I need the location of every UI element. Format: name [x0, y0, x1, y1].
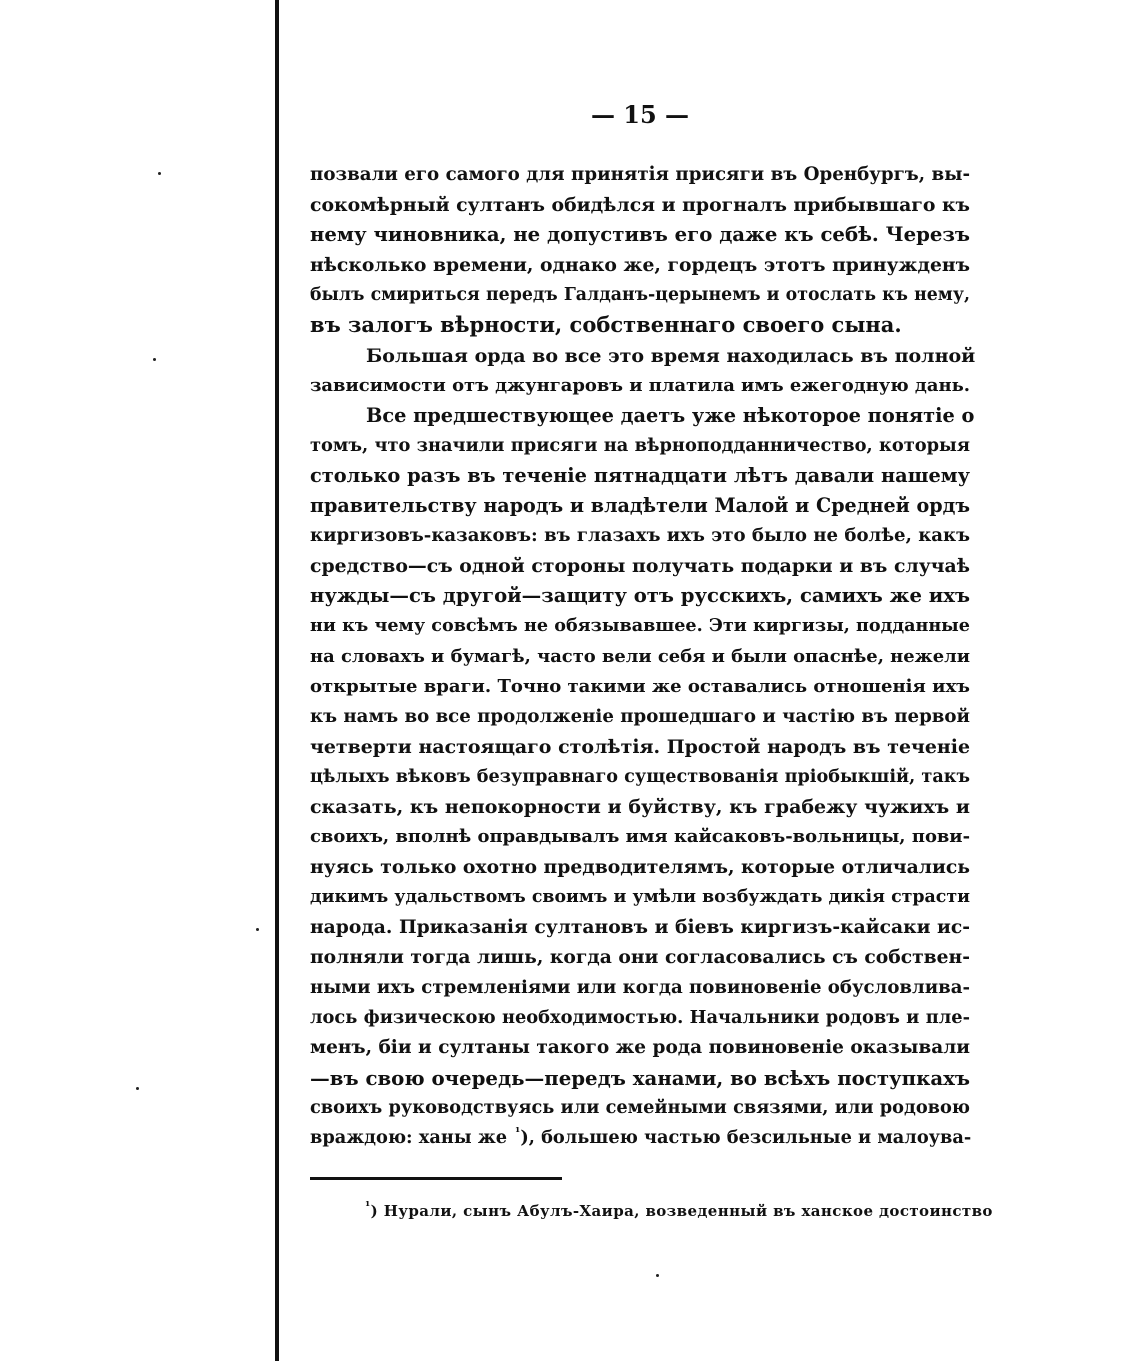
- text-line: столько разъ въ теченіе пятнадцати лѣтъ давали нашему: [310, 463, 970, 487]
- text-line: четверти настоящаго столѣтія. Простой народъ въ теченіе: [310, 735, 970, 758]
- text-line: позвали его самого для принятія присяги въ Оренбургъ, вы-: [310, 164, 970, 185]
- scan-speck: [656, 1274, 659, 1277]
- text-line: былъ смириться передъ Галданъ-церынемъ и отослать къ нему,: [310, 285, 970, 306]
- text-line: зависимости отъ джунгаровъ и платила имъ ежегодную дань.: [310, 374, 970, 396]
- footnote-text: ) Нурали, сынъ Абулъ-Хаира, возведенный въ ханское достоинство: [370, 1202, 993, 1220]
- text-line: нуясь только охотно предводителямъ, которые отличались: [310, 856, 970, 879]
- text-line: нѣсколько времени, однако же, гордецъ этотъ принужденъ: [310, 254, 970, 277]
- text-line: дикимъ удальствомъ своимъ и умѣли возбуждать дикія страсти: [310, 887, 970, 908]
- footnote-reference: ¹: [515, 1125, 521, 1140]
- text-line: къ намъ во все продолженіе прошедшаго и частію въ первой: [310, 705, 970, 727]
- text-line: цѣлыхъ вѣковъ безуправнаго существованія пріобыкшій, такъ: [310, 765, 970, 787]
- text-line: своихъ, вполнѣ оправдывалъ имя кайсаковъ-вольницы, пови-: [310, 826, 970, 848]
- text-line: средство—съ одной стороны получать подарки и въ случаѣ: [310, 555, 970, 578]
- scan-speck: [136, 1087, 139, 1090]
- text-line: ни къ чему совсѣмъ не обязывавшее. Эти киргизы, подданные: [310, 615, 970, 637]
- text-line: своихъ руководствуясь или семейными связями, или родовою: [310, 1096, 970, 1118]
- text-fragment: враждою: ханы же: [310, 1127, 508, 1148]
- scan-speck: [153, 358, 156, 361]
- text-line: нужды—съ другой—защиту отъ русскихъ, самихъ же ихъ: [310, 584, 970, 608]
- text-line: Все предшествующее даетъ уже нѣкоторое понятіе о: [366, 403, 975, 427]
- text-line: томъ, что значили присяги на вѣрноподданничество, которыя: [310, 434, 970, 456]
- scan-speck: [158, 172, 161, 175]
- footnote-marker: ¹: [365, 1199, 371, 1213]
- text-line: менъ, біи и султаны такого же рода повиновеніе оказывали: [310, 1036, 970, 1058]
- body-text: [310, 160, 976, 1153]
- text-line: на словахъ и бумагѣ, часто вели себя и были опаснѣе, нежели: [310, 645, 970, 667]
- text-line: открытые враги. Точно такими же оставались отношенія ихъ: [310, 675, 970, 697]
- text-line: киргизовъ-казаковъ: въ глазахъ ихъ это было не болѣе, какъ: [310, 525, 970, 547]
- text-line: —въ свою очередь—передъ ханами, во всѣхъ поступкахъ: [310, 1065, 971, 1090]
- text-fragment: ), большею частью безсильные и малоува-: [520, 1127, 972, 1148]
- footnote: [365, 1199, 993, 1220]
- text-line: народа. Приказанія султановъ и біевъ киргизъ-кайсаки ис-: [310, 916, 970, 939]
- page-spine-edge: [275, 0, 279, 1361]
- scan-speck: [256, 928, 259, 931]
- text-line: ными ихъ стремленіями или когда повиновеніе обусловлива-: [310, 976, 971, 998]
- text-line: полняли тогда лишь, когда они согласовались съ собствен-: [310, 946, 970, 969]
- page-number: — 15 —: [590, 100, 690, 129]
- text-line-with-note-ref: [310, 1123, 970, 1153]
- text-line: сокомѣрный султанъ обидѣлся и прогналъ прибывшаго къ: [310, 194, 970, 217]
- text-line: Большая орда во все это время находилась въ полной: [366, 344, 976, 367]
- footnote-rule: [310, 1177, 562, 1180]
- text-line: въ залогъ вѣрности, собственнаго своего сына.: [310, 312, 902, 338]
- text-line: сказать, къ непокорности и буйству, къ грабежу чужихъ и: [310, 795, 970, 818]
- text-line: нему чиновника, не допустивъ его даже къ себѣ. Черезъ: [310, 223, 970, 247]
- text-line: лось физическою необходимостью. Начальники родовъ и пле-: [310, 1006, 970, 1028]
- text-line: правительству народъ и владѣтели Малой и Средней ордъ: [310, 494, 970, 518]
